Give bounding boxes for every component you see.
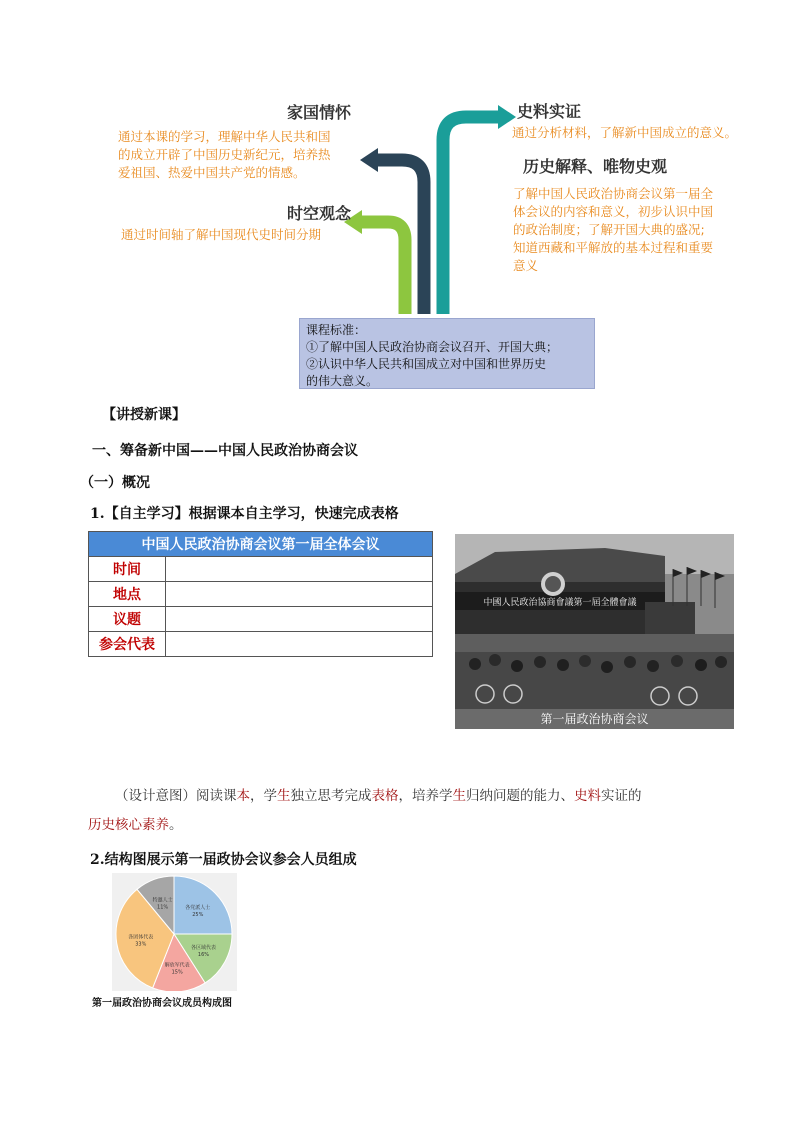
pie-slice-label: 解放军代表 — [164, 962, 190, 969]
design-text-red: 生 — [277, 788, 291, 804]
objective-line: 的成立开辟了中国历史新纪元，培养热 — [118, 147, 331, 162]
pie-slice-value: 11% — [157, 904, 169, 911]
objective-text-interpretation — [513, 185, 713, 275]
navy-arrow-head — [360, 148, 378, 172]
table-row-label: 议题 — [89, 607, 166, 632]
photo-banner: 中國人民政治協商會議第一屆全體會議 — [483, 598, 637, 608]
objective-title-family: 家国情怀 — [287, 103, 352, 122]
curriculum-standard-line: ①了解中国人民政治协商会议召开、开国大典； — [306, 340, 559, 354]
photo-scene — [455, 534, 734, 729]
objective-line: 意义 — [513, 258, 539, 273]
pie-chart — [112, 873, 237, 991]
subsection1-title: （一）概况 — [80, 475, 150, 491]
pie-slice-value: 16% — [197, 952, 210, 959]
pie-slice-label: 各团体代表 — [128, 934, 154, 941]
objective-line: 体会议的内容和意义，初步认识中国 — [513, 204, 714, 219]
task2-title: 2.结构图展示第一届政协会议参会人员组成 — [90, 852, 357, 868]
design-intent-line-2 — [88, 811, 738, 840]
curriculum-standard-box — [299, 318, 595, 389]
conference-photo — [455, 534, 734, 729]
objective-line: 通过本课的学习，理解中华人民共和国 — [118, 129, 331, 144]
conference-table — [88, 531, 433, 657]
table-row — [89, 632, 433, 657]
table-row-label: 地点 — [89, 582, 166, 607]
objective-line: 知道西藏和平解放的基本过程和重要 — [513, 240, 714, 255]
design-text-red: 生 — [452, 788, 466, 804]
design-text: （设计意图）阅读课 — [115, 788, 237, 804]
table-row-value[interactable] — [166, 582, 433, 607]
curriculum-standard-line: ②认识中华人民共和国成立对中国和世界历史 — [306, 357, 547, 371]
section1-title: 一、筹备新中国——中国人民政治协商会议 — [92, 443, 358, 459]
design-text-red: 表格 — [371, 788, 399, 804]
objective-line: 了解中国人民政治协商会议第一届全 — [513, 186, 714, 201]
design-text: 归纳问题的能力、 — [466, 788, 574, 804]
table-row — [89, 582, 433, 607]
design-text: 独立思考完成 — [290, 788, 372, 804]
pie-chart-title: 第一届政治协商会议成员构成图 — [92, 998, 232, 1009]
pie-slice-value: 15% — [171, 969, 183, 976]
table-row-label: 参会代表 — [89, 632, 166, 657]
design-intent-line-1 — [88, 782, 738, 811]
objective-text-spacetime: 通过时间轴了解中国现代史时间分期 — [121, 227, 322, 242]
pie-slice-label: 各区域代表 — [190, 945, 216, 952]
table-header: 中国人民政治协商会议第一届全体会议 — [89, 532, 433, 557]
pie-chart-panel — [112, 873, 237, 991]
design-text: 实证的 — [601, 788, 642, 804]
curriculum-standard-title: 课程标准： — [306, 323, 367, 337]
design-text-red: 本 — [236, 788, 250, 804]
objective-title-spacetime: 时空观念 — [287, 204, 352, 223]
design-text-red: 史料 — [574, 788, 601, 804]
objective-line: 的政治制度；了解开国大典的盛况; — [513, 222, 705, 237]
teal-arrow-shaft — [443, 117, 500, 314]
table-row-label: 时间 — [89, 557, 166, 582]
green-arrow-shaft — [360, 222, 405, 314]
pie-slice-value: 25% — [192, 912, 204, 919]
table-row-value[interactable] — [166, 632, 433, 657]
design-text: ，培养学 — [398, 788, 453, 804]
design-text-red: 历史核心素养 — [88, 817, 169, 833]
objective-title-interpretation: 历史解释、唯物史观 — [523, 157, 668, 176]
photo-caption: 第一届政治协商会议 — [455, 709, 734, 729]
table-row — [89, 607, 433, 632]
objective-text-family — [118, 128, 331, 182]
objective-title-evidence: 史料实证 — [517, 102, 582, 121]
table-row — [89, 557, 433, 582]
pie-slice-label: 各党派人士 — [185, 905, 211, 912]
objective-text-evidence: 通过分析材料，了解新中国成立的意义。 — [512, 125, 738, 140]
section-label: 【讲授新课】 — [102, 407, 186, 423]
curriculum-standard-line: 的伟大意义。 — [306, 374, 379, 388]
table-row-value[interactable] — [166, 607, 433, 632]
pie-slice-value: 33% — [135, 941, 147, 948]
task1-title: 1.【自主学习】根据课本自主学习，快速完成表格 — [90, 506, 399, 522]
pie-slice-label: 特邀人士 — [152, 897, 173, 904]
design-text: ，学 — [250, 788, 277, 804]
design-intent-paragraph — [88, 782, 738, 840]
table-row-value[interactable] — [166, 557, 433, 582]
design-text: 。 — [169, 817, 183, 833]
objective-line: 爱祖国、热爱中国共产党的情感。 — [118, 165, 306, 180]
